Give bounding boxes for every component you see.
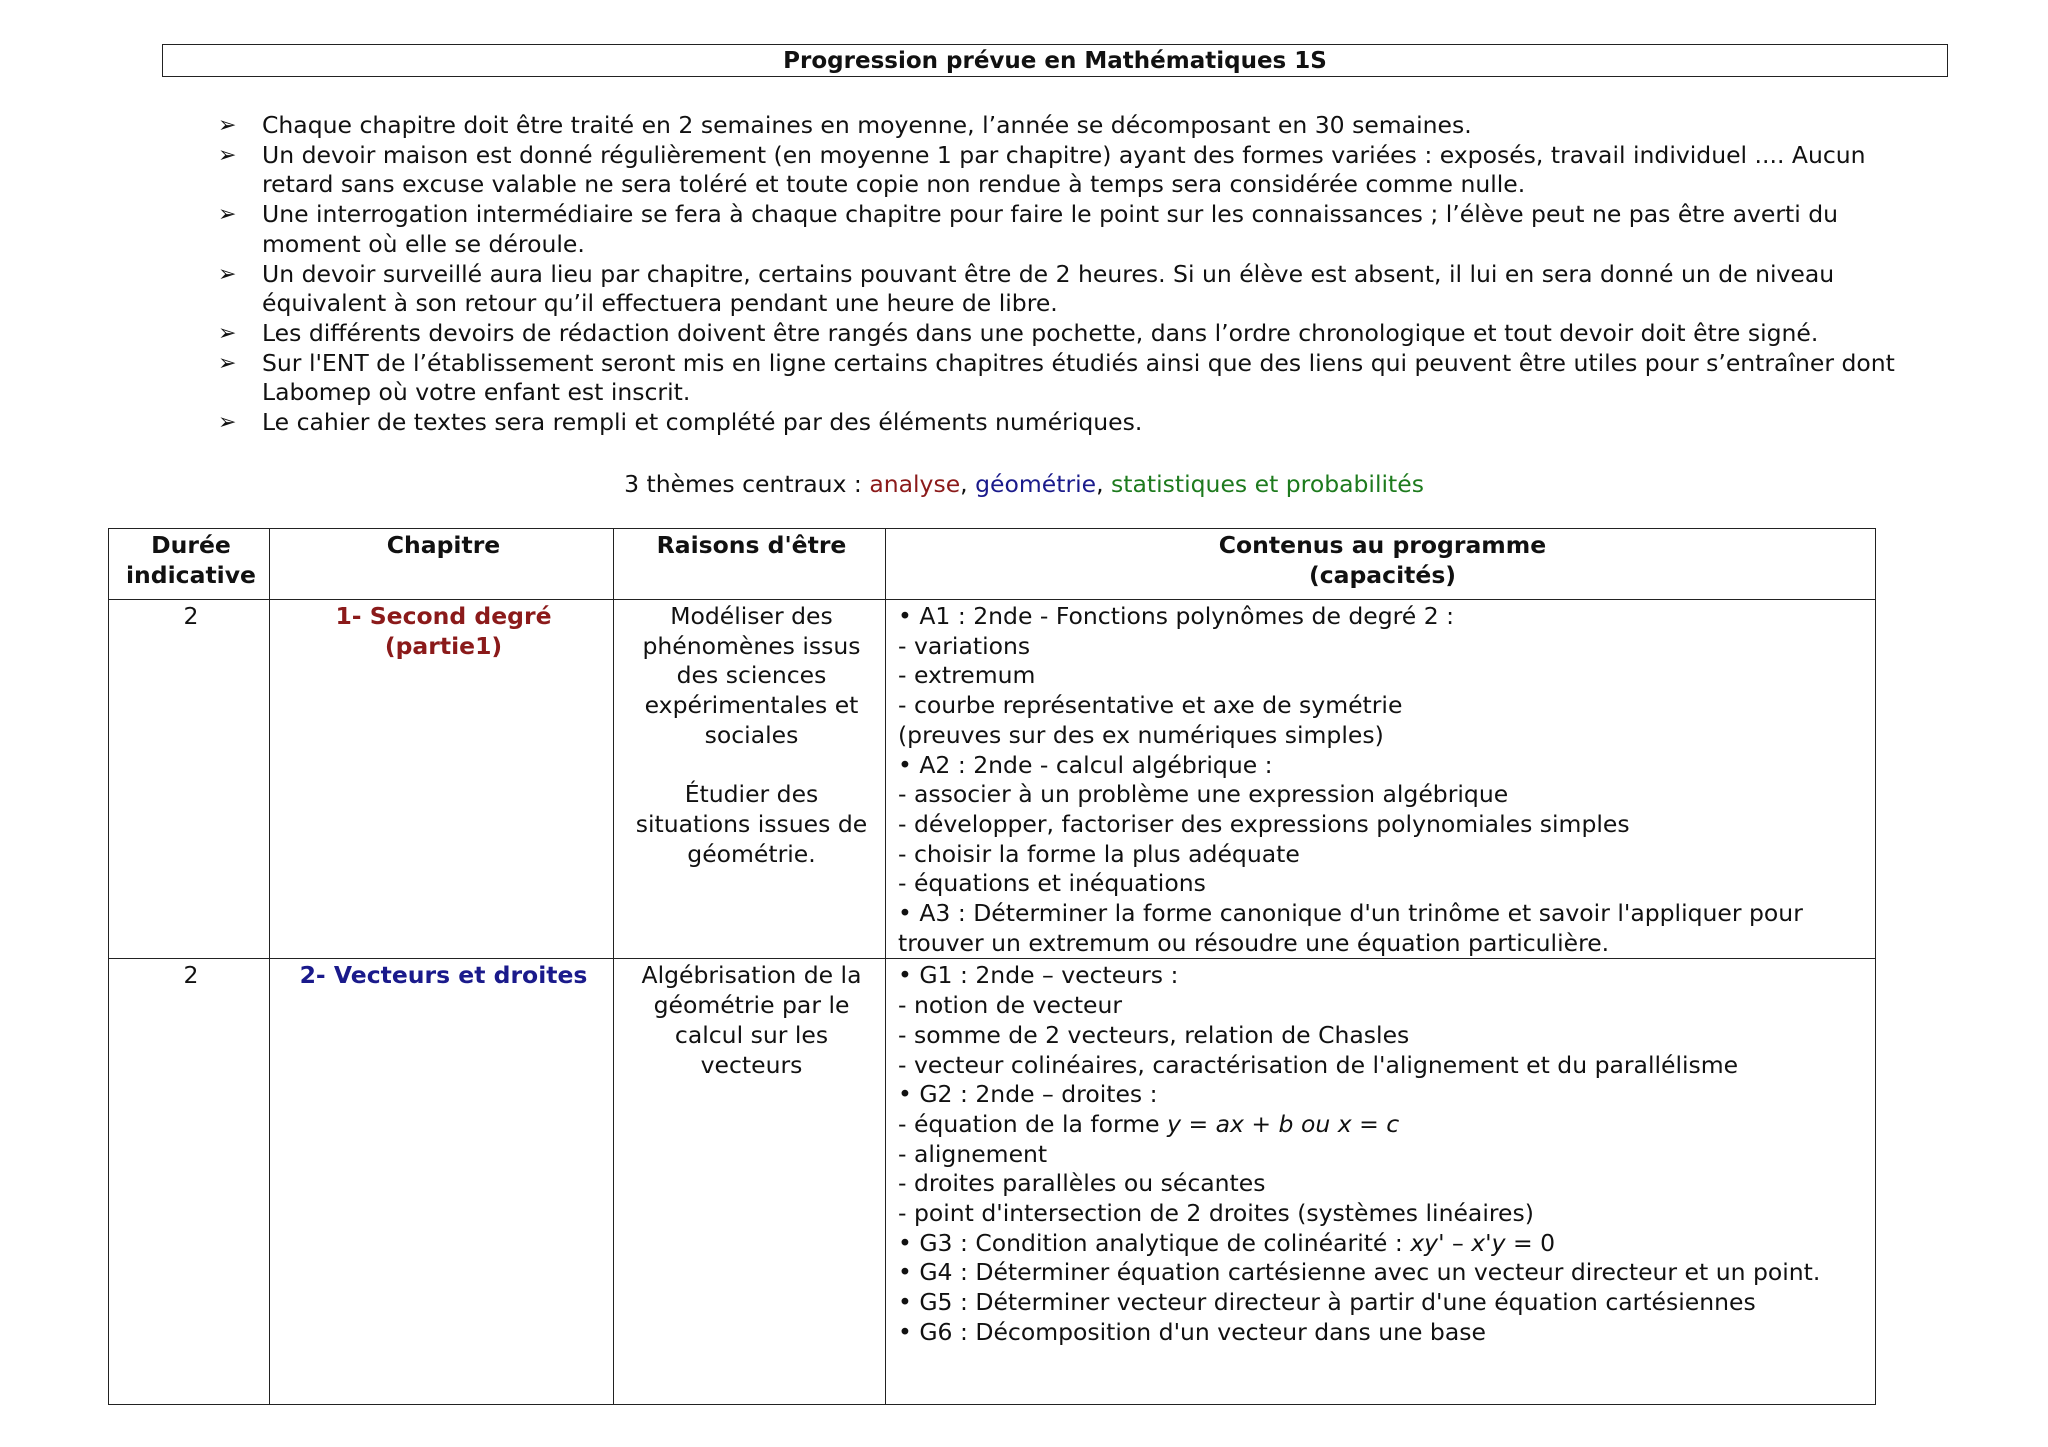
arrow-bullet-icon: ➢ [218,410,237,436]
table-row [109,600,1876,959]
theme-geometrie: géométrie [975,470,1097,498]
chapitre-cell: 1- Second degré (partie1) [270,600,614,959]
page-title: Progression prévue en Mathématiques 1S [783,47,1327,74]
table-header-row [109,529,1876,600]
raisons-cell: Algébrisation de la géométrie par le calcul sur les vecteurs [614,959,886,1405]
list-item: ➢ Un devoir maison est donné régulièrement (en moyenne 1 par chapitre) ayant des formes variées : exposés, travail individuel .... Aucun retard sans excuse valable ne sera toléré et toute copie non rendue à temps sera considérée comme nulle. [218,140,1866,199]
duree-cell: 2 [109,959,270,1405]
arrow-bullet-icon: ➢ [218,261,237,287]
duree-cell: 2 [109,600,270,959]
list-item: ➢ Le cahier de textes sera rempli et complété par des éléments numériques. [218,408,1143,437]
progression-table [108,528,1876,1405]
arrow-bullet-icon: ➢ [218,113,237,138]
header-raisons: Raisons d'être [614,529,886,600]
chapitre-cell: 2- Vecteurs et droites [270,959,614,1405]
list-item: ➢ Une interrogation intermédiaire se fera à chaque chapitre pour faire le point sur les connaissances ; l’élève peut ne pas être averti du moment où elle se déroule. [218,200,1839,258]
list-item: ➢ Sur l'ENT de l’établissement seront mis en ligne certains chapitres étudiés ainsi que des liens qui peuvent être utiles pour s’entraîner dont Labomep où votre enfant est inscrit. [218,348,1895,407]
contenus-cell: • G1 : 2nde – vecteurs : - notion de vecteur - somme de 2 vecteurs, relation de Chasles - vecteur colinéaires, caractérisation de l'alignement et du parallélisme • G2 : 2nde – droites : - équation de la forme y = ax + b ou x = c - alignement - droites parallèles ou sécantes - point d'intersection de 2 droites (systèmes linéaires) • G3 : Condition analytique de colinéarité : xy' – x'y = 0 • G4 : Déterminer équation cartésienne avec un vecteur directeur et un point. • G5 : Déterminer vecteur directeur à partir d'une équation cartésiennes • G6 : Décomposition d'un vecteur dans une base [886,959,1876,1405]
list-item: ➢ Les différents devoirs de rédaction doivent être rangés dans une pochette, dans l’ordre chronologique et tout devoir doit être signé. [218,318,1819,347]
rules-list [210,111,1910,438]
arrow-bullet-icon: ➢ [218,350,237,376]
header-contenus: Contenus au programme (capacités) [886,529,1876,600]
contenus-cell: • A1 : 2nde - Fonctions polynômes de degré 2 : - variations - extremum - courbe représentative et axe de symétrie (preuves sur des ex numériques simples) • A2 : 2nde - calcul algébrique : - associer à un problème une expression algébrique - développer, factoriser des expressions polynomiales simples - choisir la forme la plus adéquate - équations et inéquations • A3 : Déterminer la forme canonique d'un trinôme et savoir l'appliquer pour trouver un extremum ou résoudre une équation particulière. [886,600,1876,959]
arrow-bullet-icon: ➢ [218,142,237,168]
raisons-cell: Modéliser des phénomènes issus des sciences expérimentales et sociales Étudier des situations issues de géométrie. [614,600,886,959]
theme-analyse: analyse [869,470,961,498]
arrow-bullet-icon: ➢ [218,320,237,346]
themes-line: 3 thèmes centraux : analyse, géométrie, statistiques et probabilités [624,470,1424,498]
header-chapitre: Chapitre [270,529,614,600]
header-duree: Durée indicative [109,529,270,600]
page-title-box [162,44,1948,77]
table-row [109,959,1876,1405]
themes-prefix: 3 thèmes centraux : [624,470,870,498]
list-item: ➢ Un devoir surveillé aura lieu par chapitre, certains pouvant être de 2 heures. Si un élève est absent, il lui en sera donné un de niveau équivalent à son retour qu’il effectuera pendant une heure de libre. [218,259,1835,318]
list-item: ➢ Chaque chapitre doit être traité en 2 semaines en moyenne, l’année se décomposant en 30 semaines. [218,111,1472,139]
arrow-bullet-icon: ➢ [218,202,237,228]
theme-stats: statistiques et probabilités [1111,470,1424,498]
